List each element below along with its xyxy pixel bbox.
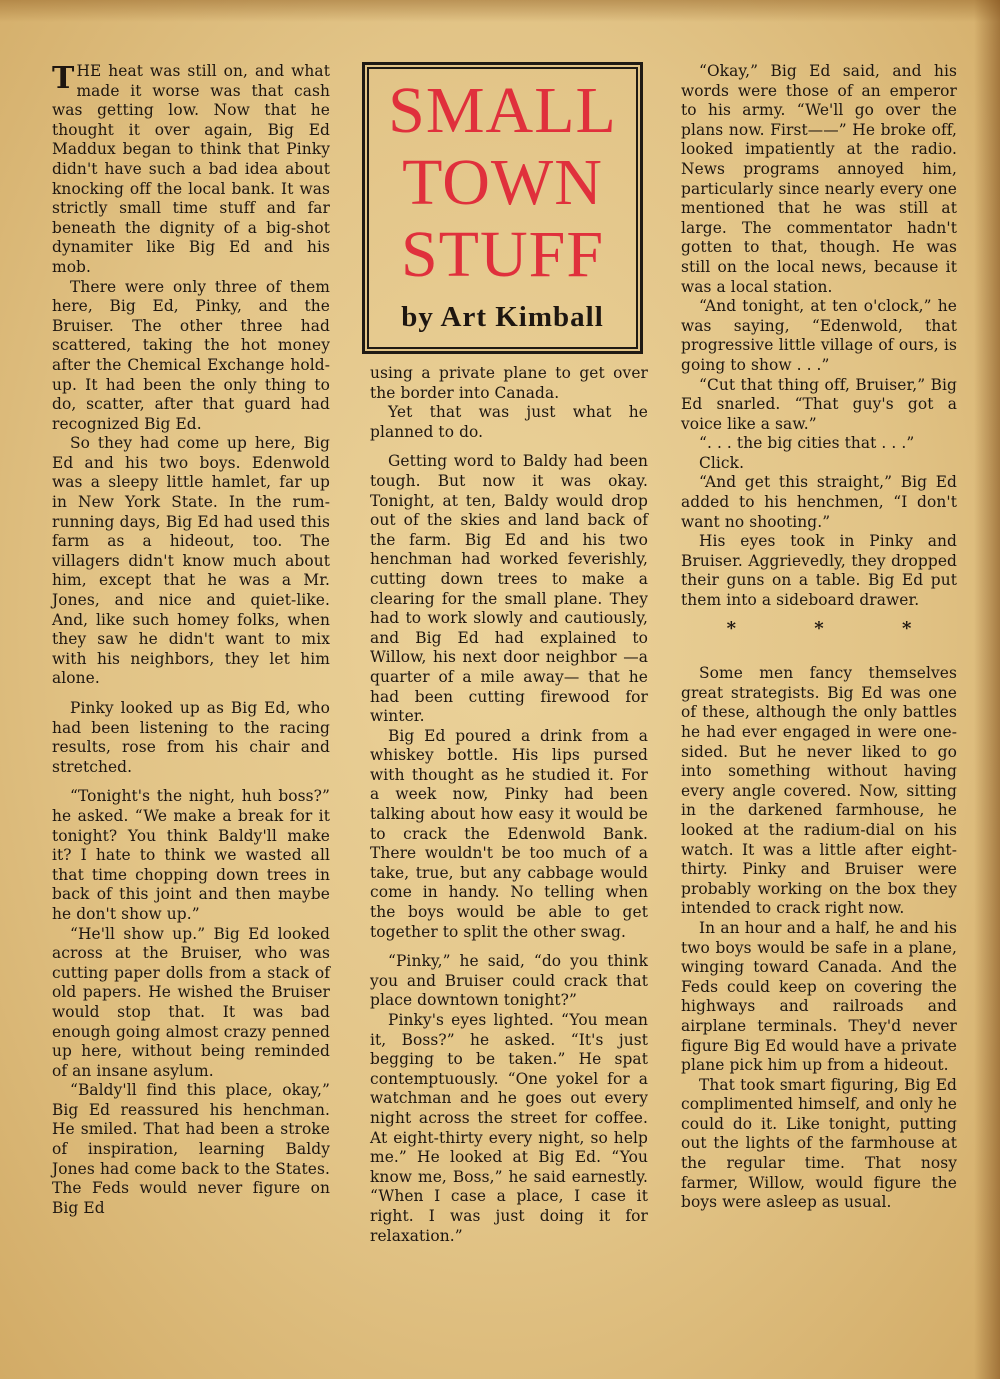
title-line: SMALL bbox=[388, 74, 617, 147]
author-byline: by Art Kimball bbox=[401, 301, 604, 333]
paragraph: Click. bbox=[699, 453, 745, 472]
paragraph: “Pinky,” he said, “do you think you and Bruiser could crack that place downtown tonight?” bbox=[370, 952, 648, 1010]
paragraph: In an hour and a half, he and his two boys would be safe in a plane, winging toward Canada. And the Feds could keep on covering the highways and railroads and airplane terminals. They'd never figure Big Ed would have a private plane pick him up from a hideout. bbox=[681, 918, 957, 1075]
title-line: STUFF bbox=[400, 218, 605, 291]
paragraph: “Cut that thing off, Bruiser,” Big Ed snarled. “That guy's got a voice like a saw.” bbox=[681, 375, 957, 433]
paragraph: using a private plane to get over the border into Canada. bbox=[370, 364, 648, 402]
section-separator: * * * bbox=[726, 617, 948, 639]
story-title bbox=[365, 75, 640, 291]
paragraph: “He'll show up.” Big Ed looked across at the Bruiser, who was cutting paper dolls from a stack of old papers. He wished the Bruiser would stop that. It was bad enough going almost crazy penned up here, without being reminded of an insane asylum. bbox=[52, 924, 330, 1080]
paragraph: Yet that was just what he planned to do. bbox=[370, 403, 648, 441]
paragraph: “Baldy'll find this place, okay,” Big Ed reassured his henchman. He smiled. That had been a stroke of inspiration, learning Baldy Jones had come back to the States. The Feds would never figure on Big Ed bbox=[52, 1081, 330, 1217]
paragraph: Some men fancy themselves great strategists. Big Ed was one of these, although the only battles he had ever engaged in were one-sided. But he never liked to go into something without having every angle covered. Now, sitting in the darkened farmhouse, he looked at the radium-dial on his watch. It was a little after eight-thirty. Pinky and Bruiser were probably working on the box they intended to crack right now. bbox=[681, 664, 957, 918]
page-edge-shadow-top bbox=[0, 0, 1000, 22]
title-line: TOWN bbox=[402, 146, 603, 219]
paragraph: That took smart figuring, Big Ed complimented himself, and only he could do it. Like tonight, putting out the lights of the farmhouse at the regular time. That nosy farmer, Willow, would figure the boys were asleep as usual. bbox=[681, 1075, 957, 1212]
paragraph: “Okay,” Big Ed said, and his words were those of an emperor to his army. “We'll go over the plans now. First——” He broke off, looked impatiently at the radio. News programs annoyed him, particularly since nearly every one mentioned that he was still at large. The commentator hadn't gotten to that, though. He was still on the local news, because it was a local station. bbox=[681, 62, 957, 296]
paragraph: Pinky looked up as Big Ed, who had been listening to the racing results, rose from his chair and stretched. bbox=[52, 699, 330, 776]
text-column-3 bbox=[681, 62, 957, 1213]
paragraph: Pinky's eyes lighted. “You mean it, Boss?” he asked. “It's just begging to be taken.” He spat contemptuously. “One yokel for a watchman and he goes out every night across the street for coffee. At eight-thirty every night, so help me.” He looked at Big Ed. “You know me, Boss,” he said earnestly. “When I case a place, I case it right. I was just doing it for relaxation.” bbox=[370, 1011, 648, 1245]
paragraph: So they had come up here, Big Ed and his two boys. Edenwold was a sleepy little hamlet, far up in New York State. In the rum-running days, Big Ed had used this farm as a hideout, too. The villagers didn't know much about him, except that he was a Mr. Jones, and nice and quiet-like. And, like such homey folks, when they saw he didn't want to mix with his neighbors, they let him alone. bbox=[52, 434, 330, 688]
paragraph: “And tonight, at ten o'clock,” he was saying, “Edenwold, that progressive little village of ours, is going to show . . .” bbox=[681, 297, 957, 374]
title-box bbox=[362, 62, 643, 354]
paragraph: His eyes took in Pinky and Bruiser. Aggrievedly, they dropped their guns on a table. Big Ed put them into a sideboard drawer. bbox=[681, 532, 957, 610]
paragraph: “Tonight's the night, huh boss?” he asked. “We make a break for it tonight? You think Baldy'll make it? I hate to think we wasted all that time chopping down trees in back of this joint and then maybe he don't show up.” bbox=[52, 787, 330, 923]
paragraph: Big Ed poured a drink from a whiskey bottle. His lips pursed with thought as he studied it. For a week now, Pinky had been talking about how easy it would be to crack the Edenwold Bank. There wouldn't be too much of a take, true, but any cabbage would come in handy. No telling when the boys would be able to get together to split the other swag. bbox=[370, 726, 648, 941]
paragraph: Getting word to Baldy had been tough. But now it was okay. Tonight, at ten, Baldy would drop out of the skies and land back of the farm. Big Ed and his two henchman had worked feverishly, cutting down trees to make a clearing for the small plane. They had to work slowly and cautiously, and Big Ed had explained to Willow, his next door neighbor —a quarter of a mile away— that he had been cutting firewood for winter. bbox=[370, 452, 648, 726]
paragraph: “. . . the big cities that . . .” bbox=[699, 434, 915, 453]
page-edge-shadow-right bbox=[974, 0, 1000, 1379]
paragraph: There were only three of them here, Big Ed, Pinky, and the Bruiser. The other three had scattered, taking the hot money after the Chemical Exchange hold-up. It had been the only thing to do, scatter, after that guard had recognized Big Ed. bbox=[52, 277, 330, 433]
text-column-1 bbox=[52, 62, 330, 1218]
drop-cap: T bbox=[52, 61, 75, 96]
paragraph: “And get this straight,” Big Ed added to his henchmen, “I don't want no shooting.” bbox=[681, 473, 957, 531]
paragraph: THE heat was still on, and what made it worse was that cash was getting low. Now that he thought it over again, Big Ed Maddux began to think that Pinky didn't have such a bad idea about knocking off the local bank. It was strictly small time stuff and far beneath the dignity of a big-shot dynamiter like Big Ed and his mob. bbox=[52, 61, 330, 276]
text-column-2 bbox=[370, 364, 648, 1246]
